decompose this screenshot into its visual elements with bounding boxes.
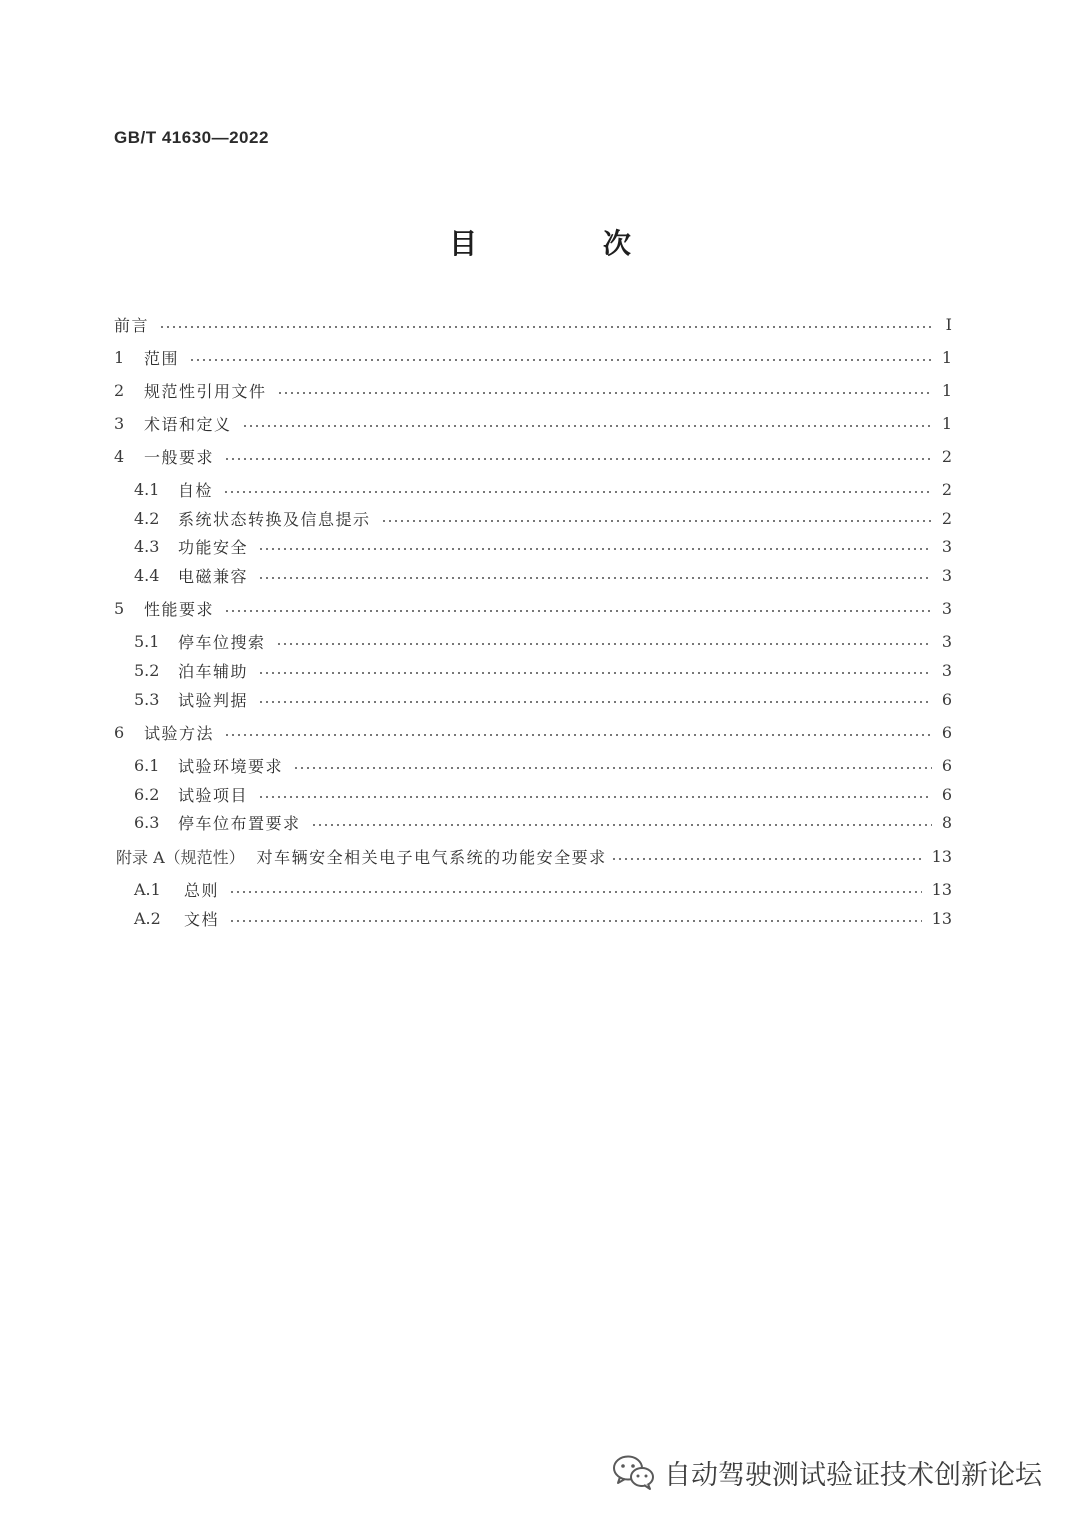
- toc-entry-page: 6: [941, 755, 952, 775]
- watermark-text: 自动驾驶测试验证技术创新论坛: [664, 1459, 1042, 1491]
- toc-entry-page: 13: [931, 879, 952, 899]
- toc-entry-number: 2: [114, 380, 125, 400]
- toc-entry-page: 3: [941, 536, 952, 556]
- toc-entry-number: 5.1: [134, 631, 160, 651]
- toc-entry-annex-a[interactable]: [116, 843, 952, 869]
- toc-entry-a-1[interactable]: [134, 876, 952, 902]
- toc-entry-label: 一般要求: [144, 447, 215, 467]
- toc-entry-label: 前言: [114, 315, 150, 335]
- toc-entry-number: 1: [114, 347, 125, 367]
- toc-entry-number: 4.2: [134, 508, 160, 528]
- leader-dots: [277, 392, 932, 394]
- toc-entry-number: 5.3: [134, 689, 160, 709]
- toc-entry-5-2[interactable]: [134, 657, 952, 683]
- leader-dots: [224, 734, 932, 736]
- toc-entry-label: 术语和定义: [144, 414, 232, 434]
- toc-entry-number: 6.3: [134, 812, 160, 832]
- toc-entry-page: 2: [941, 508, 952, 528]
- toc-entry-number: 5: [114, 598, 125, 618]
- toc-entry-label: 对车辆安全相关电子电气系统的功能安全要求: [256, 847, 607, 867]
- toc-entry-page: 3: [941, 660, 952, 680]
- toc-entry-page: 3: [941, 598, 952, 618]
- standard-code: GB/T 41630—2022: [114, 128, 269, 147]
- toc-entry-label: 系统状态转换及信息提示: [178, 509, 371, 529]
- toc-entry-a-2[interactable]: [134, 905, 952, 931]
- toc-entry-number: 3: [114, 413, 125, 433]
- toc-entry-number: 4.3: [134, 536, 160, 556]
- toc-entry-label: 泊车辅助: [178, 661, 249, 681]
- toc-entry-6-3[interactable]: [134, 809, 952, 835]
- toc-entry-page: 2: [941, 446, 952, 466]
- toc-entry-page: 2: [941, 479, 952, 499]
- toc-entry-number: 4: [114, 446, 125, 466]
- toc-entry-5-3[interactable]: [134, 686, 952, 712]
- toc-entry-label: 文档: [184, 909, 220, 929]
- toc-entry-page: 13: [931, 908, 952, 928]
- leader-dots: [611, 858, 922, 860]
- toc-entry-6-2[interactable]: [134, 781, 952, 807]
- leader-dots: [311, 824, 932, 826]
- toc-entry-page: I: [945, 314, 952, 334]
- toc-entry-page: 8: [941, 812, 952, 832]
- toc-entry-4-1[interactable]: [134, 476, 952, 502]
- toc-entry-label: 试验方法: [144, 723, 215, 743]
- leader-dots: [159, 326, 934, 328]
- toc-entry-page: 3: [941, 565, 952, 585]
- leader-dots: [229, 891, 922, 893]
- toc-entry-2[interactable]: [114, 377, 952, 403]
- toc-entry-3[interactable]: [114, 410, 952, 436]
- toc-entry-number: 6.2: [134, 784, 160, 804]
- toc-entry-foreword[interactable]: [114, 311, 952, 337]
- toc-entry-label: 性能要求: [144, 599, 215, 619]
- leader-dots: [258, 577, 932, 579]
- leader-dots: [223, 491, 932, 493]
- toc-entry-page: 6: [941, 784, 952, 804]
- toc-entry-page: 6: [941, 689, 952, 709]
- toc-entry-page: 1: [941, 413, 952, 433]
- leader-dots: [381, 520, 932, 522]
- toc-entry-label: 规范性引用文件: [144, 381, 267, 401]
- toc-entry-number: 6.1: [134, 755, 160, 775]
- toc-entry-label: 范围: [144, 348, 180, 368]
- leader-dots: [224, 610, 932, 612]
- toc-entry-4-4[interactable]: [134, 562, 952, 588]
- watermark: [612, 1452, 1042, 1492]
- toc-entry-number: 4.1: [134, 479, 160, 499]
- toc-entry-number: A.2: [134, 908, 161, 928]
- toc-entry-number: 5.2: [134, 660, 160, 680]
- toc-entry-label: 停车位布置要求: [178, 813, 301, 833]
- toc-entry-label: 总则: [184, 880, 220, 900]
- toc-entry-4-2[interactable]: [134, 505, 952, 531]
- toc-entry-label: 试验项目: [178, 785, 249, 805]
- toc-entry-1[interactable]: [114, 344, 952, 370]
- leader-dots: [224, 458, 932, 460]
- leader-dots: [258, 701, 932, 703]
- toc-entry-6[interactable]: [114, 719, 952, 745]
- toc-entry-label: 停车位搜索: [178, 632, 266, 652]
- toc-entry-label: 自检: [178, 480, 214, 500]
- toc-entry-number: 4.4: [134, 565, 160, 585]
- toc-entry-label: 试验环境要求: [178, 756, 284, 776]
- toc-entry-number: 6: [114, 722, 125, 742]
- toc-entry-label: 电磁兼容: [178, 566, 249, 586]
- leader-dots: [229, 920, 922, 922]
- toc-entry-page: 3: [941, 631, 952, 651]
- leader-dots: [293, 767, 932, 769]
- leader-dots: [242, 425, 932, 427]
- toc-entry-label: 功能安全: [178, 537, 249, 557]
- toc-entry-page: 1: [941, 380, 952, 400]
- toc-entry-page: 1: [941, 347, 952, 367]
- toc-entry-5[interactable]: [114, 595, 952, 621]
- leader-dots: [258, 548, 932, 550]
- toc-entry-number: 附录 A（规范性）: [116, 847, 245, 867]
- wechat-icon: [612, 1452, 656, 1492]
- toc-entry-4-3[interactable]: [134, 533, 952, 559]
- toc-entry-page: 6: [941, 722, 952, 742]
- leader-dots: [189, 359, 932, 361]
- toc-entry-4[interactable]: [114, 443, 952, 469]
- toc-entry-6-1[interactable]: [134, 752, 952, 778]
- leader-dots: [258, 672, 932, 674]
- leader-dots: [276, 643, 932, 645]
- toc-entry-page: 13: [931, 846, 952, 866]
- leader-dots: [258, 796, 932, 798]
- toc-entry-label: 试验判据: [178, 690, 249, 710]
- toc-entry-5-1[interactable]: [134, 628, 952, 654]
- toc-entry-number: A.1: [134, 879, 161, 899]
- page-title: 目 次: [449, 227, 689, 260]
